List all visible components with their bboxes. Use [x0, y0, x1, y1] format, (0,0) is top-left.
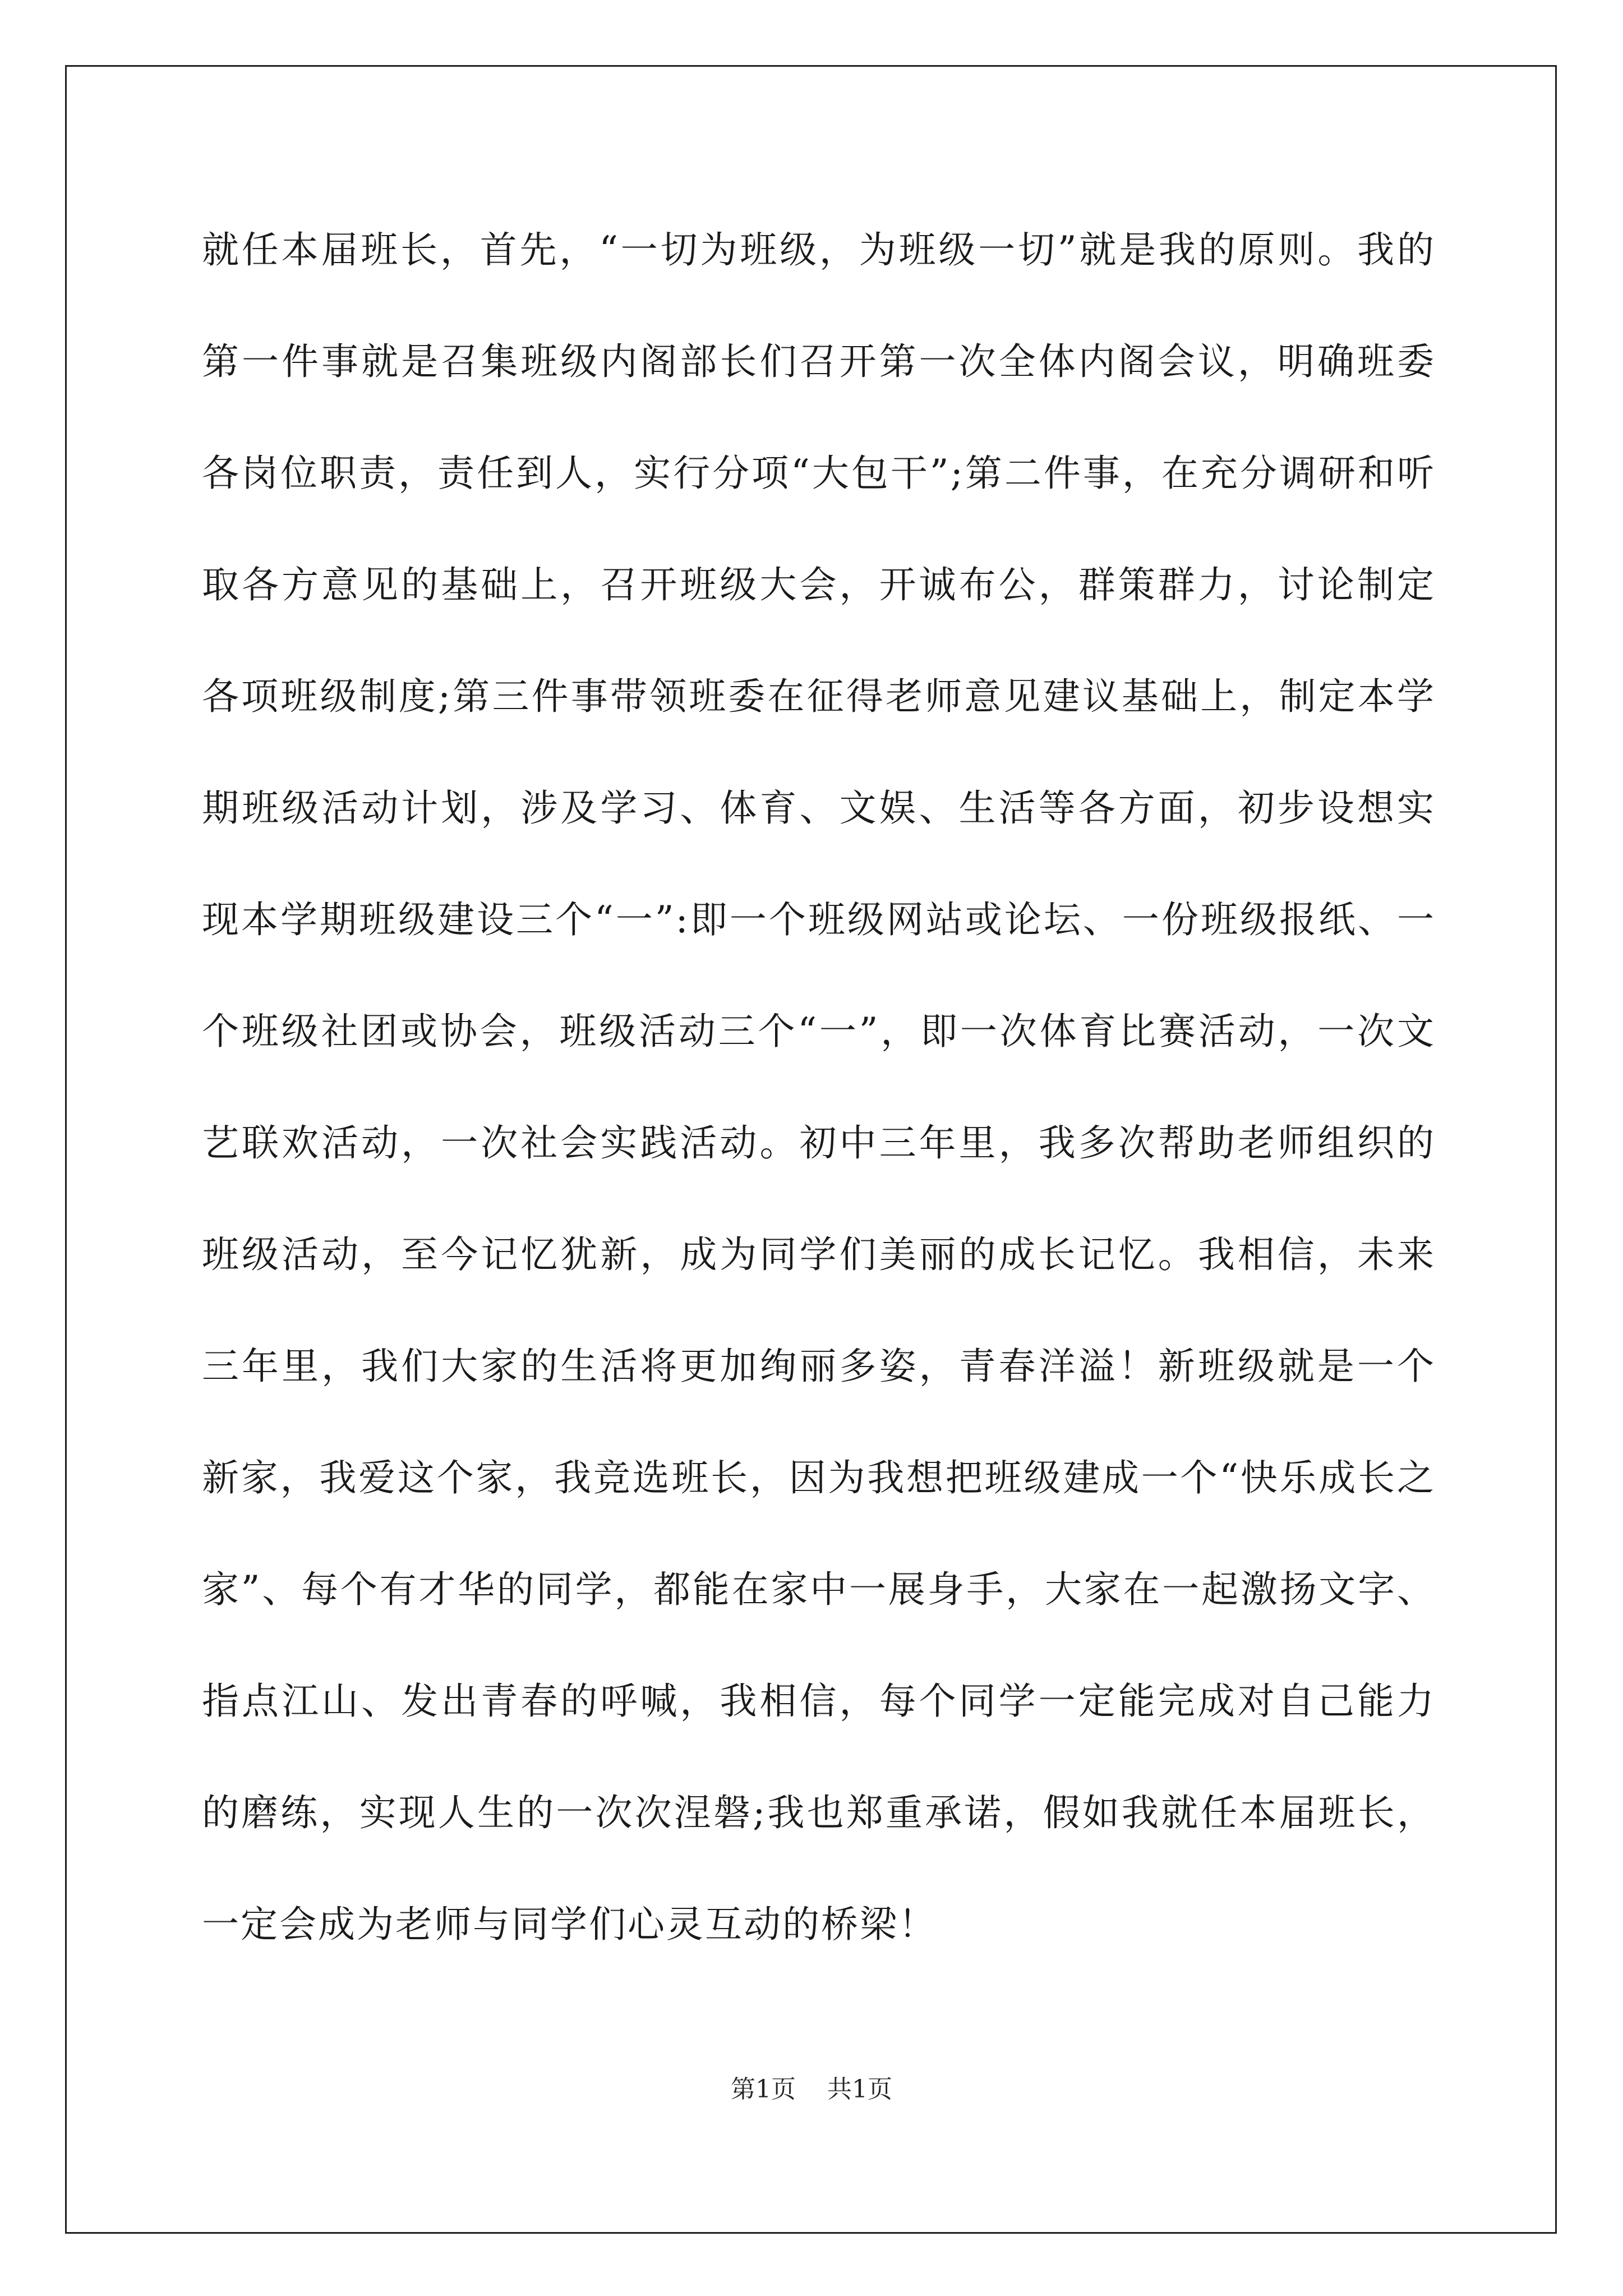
page-number-current: 第1页 — [731, 2075, 796, 2104]
page-footer — [0, 2069, 1623, 2105]
page-number-total: 共1页 — [827, 2075, 892, 2104]
document-body-text: 就任本届班长，首先，“一切为班级，为班级一切”就是我的原则。我的第一件事就是召集班级内阁部长们召开第一次全体内阁会议，明确班委各岗位职责，责任到人，实行分项“大包干”;第二件事，在充分调研和听取各方意见的基础上，召开班级大会，开诚布公，群策群力，讨论制定各项班级制度;第三件事带领班委在征得老师意见建议基础上，制定本学期班级活动计划，涉及学习、体育、文娱、生活等各方面，初步设想实现本学期班级建设三个“一”:即一个班级网站或论坛、一份班级报纸、一个班级社团或协会，班级活动三个“一”，即一次体育比赛活动，一次文艺联欢活动，一次社会实践活动。初中三年里，我多次帮助老师组织的班级活动，至今记忆犹新，成为同学们美丽的成长记忆。我相信，未来三年里，我们大家的生活将更加绚丽多姿，青春洋溢！新班级就是一个新家，我爱这个家，我竞选班长，因为我想把班级建成一个“快乐成长之家”、每个有才华的同学，都能在家中一展身手，大家在一起激扬文字、指点江山、发出青春的呼喊，我相信，每个同学一定能完成对自己能力的磨练，实现人生的一次次涅磐;我也郑重承诺，假如我就任本届班长，一定会成为老师与同学们心灵互动的桥梁！ — [202, 228, 1436, 1946]
